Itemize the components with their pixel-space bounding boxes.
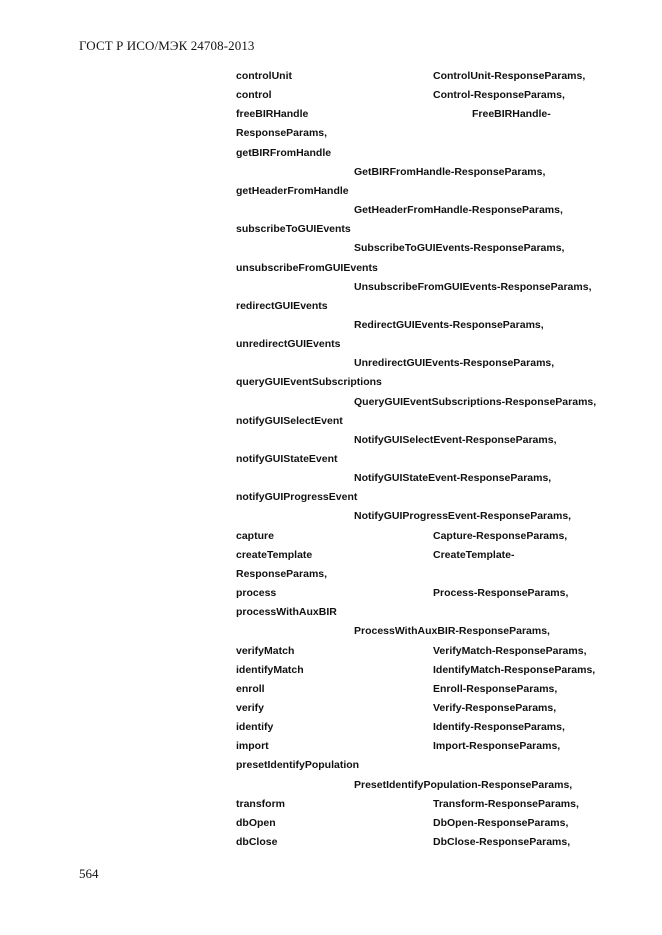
alternative-type: NotifyGUISelectEvent-ResponseParams, [354, 433, 557, 446]
alternative-identifier: dbOpen [236, 816, 276, 829]
alternative-identifier: getBIRFromHandle [236, 146, 332, 159]
alternative-identifier: processWithAuxBIR [236, 606, 337, 619]
alternative-identifier: notifyGUIProgressEvent [236, 491, 358, 504]
alternative-type: NotifyGUIProgressEvent-ResponseParams, [354, 510, 572, 523]
alternative-type: GetBIRFromHandle-ResponseParams, [354, 165, 546, 178]
alternative-type: Transform-ResponseParams, [433, 797, 579, 810]
alternative-type-continuation: ResponseParams, [236, 567, 328, 580]
alternative-type: RedirectGUIEvents-ResponseParams, [354, 318, 544, 331]
alternative-type: ProcessWithAuxBIR-ResponseParams, [354, 625, 550, 638]
alternative-type: DbOpen-ResponseParams, [433, 816, 569, 829]
alternative-type: Import-ResponseParams, [433, 740, 561, 753]
alternative-type: FreeBIRHandle- [472, 108, 551, 121]
alternative-type: ControlUnit-ResponseParams, [433, 70, 586, 82]
alternative-identifier: notifyGUIStateEvent [236, 453, 338, 465]
alternative-identifier: enroll [236, 682, 265, 695]
alternative-identifier: notifyGUISelectEvent [236, 414, 343, 427]
alternative-identifier: redirectGUIEvents [236, 299, 328, 312]
alternative-type: Verify-ResponseParams, [433, 701, 557, 714]
alternative-identifier: freeBIRHandle [236, 108, 309, 121]
alternative-identifier: verify [236, 701, 265, 714]
alternative-type: Identify-ResponseParams, [433, 721, 565, 734]
alternative-type: QueryGUIEventSubscriptions-ResponseParams, [354, 395, 597, 408]
alternative-identifier: capture [236, 529, 274, 542]
alternative-type: UnredirectGUIEvents-ResponseParams, [354, 357, 555, 370]
alternative-type: CreateTemplate- [433, 548, 515, 561]
alternative-type: Capture-ResponseParams, [433, 529, 568, 542]
alternative-identifier: process [236, 587, 277, 600]
alternative-identifier: controlUnit [236, 70, 292, 82]
alternative-type: NotifyGUIStateEvent-ResponseParams, [354, 472, 552, 485]
alternative-identifier: unredirectGUIEvents [236, 338, 341, 351]
alternative-identifier: presetIdentifyPopulation [236, 759, 360, 772]
page-number: 564 [79, 866, 99, 881]
alternative-identifier: import [236, 740, 269, 753]
alternative-identifier: queryGUIEventSubscriptions [236, 376, 382, 389]
alternative-identifier: dbClose [236, 836, 278, 848]
alternative-identifier: control [236, 89, 272, 102]
alternative-identifier: verifyMatch [236, 644, 295, 657]
alternative-identifier: subscribeToGUIEvents [236, 223, 351, 236]
alternative-type: Process-ResponseParams, [433, 587, 569, 600]
alternative-type-continuation: ResponseParams, [236, 127, 328, 140]
alternative-type: PresetIdentifyPopulation-ResponseParams, [354, 778, 573, 791]
alternative-identifier: unsubscribeFromGUIEvents [236, 261, 378, 274]
alternative-identifier: identify [236, 721, 274, 734]
alternative-type: DbClose-ResponseParams, [433, 836, 571, 848]
alternative-identifier: createTemplate [236, 548, 313, 561]
alternative-type: UnsubscribeFromGUIEvents-ResponseParams, [354, 280, 592, 293]
alternative-type: IdentifyMatch-ResponseParams, [433, 663, 596, 676]
document-header: ГОСТ Р ИСО/МЭК 24708-2013 [79, 38, 255, 53]
alternative-identifier: getHeaderFromHandle [236, 184, 349, 197]
alternative-type: GetHeaderFromHandle-ResponseParams, [354, 204, 563, 217]
alternative-type: Control-ResponseParams, [433, 89, 565, 102]
alternative-identifier: identifyMatch [236, 663, 304, 676]
alternative-type: SubscribeToGUIEvents-ResponseParams, [354, 242, 565, 255]
alternative-identifier: transform [236, 797, 286, 810]
alternative-type: VerifyMatch-ResponseParams, [433, 644, 587, 657]
alternative-type: Enroll-ResponseParams, [433, 682, 558, 695]
